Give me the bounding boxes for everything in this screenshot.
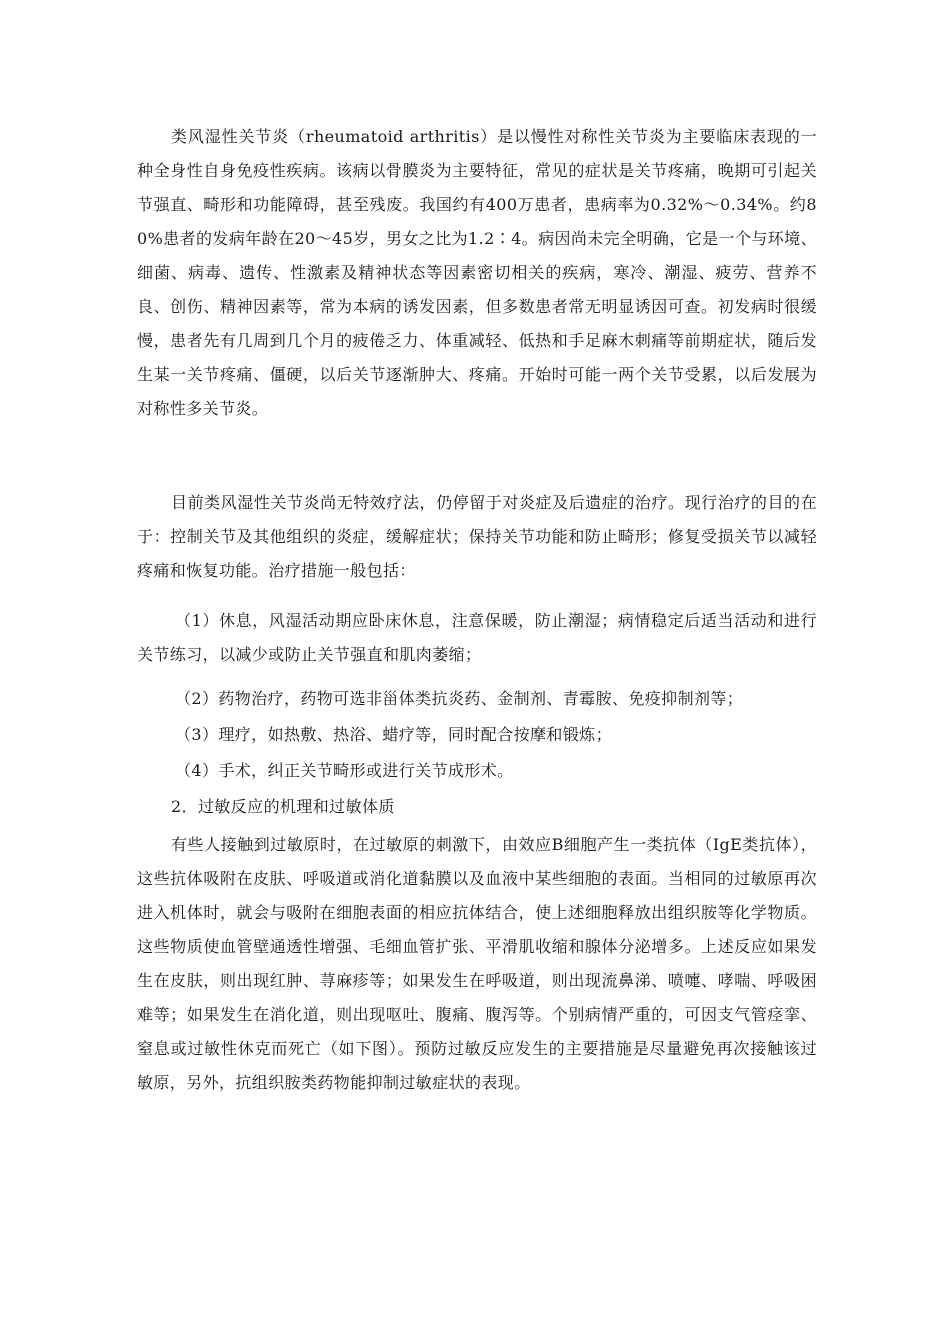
paragraph-allergy-mechanism: 有些人接触到过敏原时，在过敏原的刺激下，由效应B细胞产生一类抗体（IgE类抗体），这些抗体吸附在皮肤、呼吸道或消化道黏膜以及血液中某些细胞的表面。当相同的过敏原再次进入机体时，就会与吸附在细胞表面的相应抗体结合，使上述细胞释放出组织胺等化学物质。这些物质使血管壁通透性增强、毛细血管扩张、平滑肌收缩和腺体分泌增多。上述反应如果发生在皮肤，则出现红肿、荨麻疹等；如果发生在呼吸道，则出现流鼻涕、喷嚏、哮喘、呼吸困难等；如果发生在消化道，则出现呕吐、腹痛、腹泻等。个别病情严重的，可因支气管痉挛、窒息或过敏性休克而死亡（如下图）。预防过敏反应发生的主要措施是尽量避免再次接触该过敏原，另外，抗组织胺类药物能抑制过敏症状的表现。 [137, 835, 817, 1092]
list-item-physiotherapy: （3）理疗，如热敷、热浴、蜡疗等，同时配合按摩和锻炼； [175, 725, 612, 744]
list-item-surgery: （4）手术，纠正关节畸形或进行关节成形术。 [175, 761, 514, 780]
paragraph-treatment-intro: 目前类风湿性关节炎尚无特效疗法，仍停留于对炎症及后遗症的治疗。现行治疗的目的在于：控制关节及其他组织的炎症，缓解症状；保持关节功能和防止畸形；修复受损关节以减轻疼痛和恢复功能。治疗措施一般包括： [137, 493, 817, 580]
list-item-rest: （1）休息，风湿活动期应卧床休息，注意保暖，防止潮湿；病情稳定后适当活动和进行关节练习，以减少或防止关节强直和肌肉萎缩； [137, 611, 817, 664]
list-item-medication: （2）药物治疗，药物可选非甾体类抗炎药、金制剂、青霉胺、免疫抑制剂等； [175, 689, 744, 708]
section-heading-allergy: 2．过敏反应的机理和过敏体质 [171, 797, 395, 816]
paragraph-rheumatoid-arthritis: 类风湿性关节炎（rheumatoid arthritis）是以慢性对称性关节炎为主要临床表现的一种全身性自身免疫性疾病。该病以骨膜炎为主要特征，常见的症状是关节疼痛，晚期可引起关节强直、畸形和功能障碍，甚至残废。我国约有400万患者，患病率为0.32%～0.34%。约80%患者的发病年龄在20～45岁，男女之比为1.2∶4。病因尚未完全明确，它是一个与环境、细菌、病毒、遗传、性激素及精神状态等因素密切相关的疾病，寒冷、潮湿、疲劳、营养不良、创伤、精神因素等，常为本病的诱发因素，但多数患者常无明显诱因可查。初发病时很缓慢，患者先有几周到几个月的疲倦乏力、体重减轻、低热和手足麻木刺痛等前期症状，随后发生某一关节疼痛、僵硬，以后关节逐渐肿大、疼痛。开始时可能一两个关节受累，以后发展为对称性多关节炎。 [137, 127, 817, 418]
